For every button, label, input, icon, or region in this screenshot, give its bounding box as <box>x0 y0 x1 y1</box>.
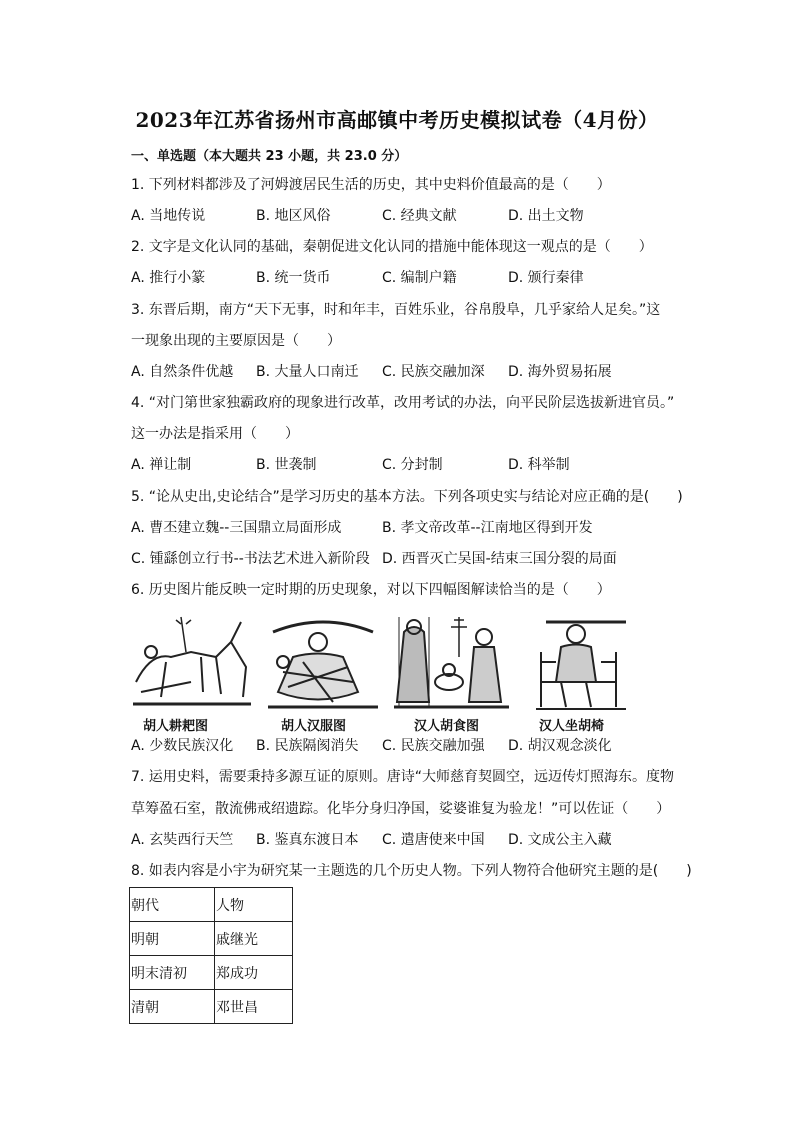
table-row <box>130 990 293 1024</box>
han-hu-chair-image <box>536 622 626 709</box>
question-3-text-line1: 3. 东晋后期，南方“天下无事，时和年丰，百姓乐业，谷帛殷阜，几乎家给人足矣。”这 <box>131 302 661 318</box>
caption-han-hu-chair: 汉人坐胡椅 <box>539 719 605 734</box>
table-row <box>130 922 293 956</box>
question-1-text: 1. 下列材料都涉及了河姆渡居民生活的历史，其中史料价值最高的是（ ） <box>131 177 611 193</box>
question-7-text-line1: 7. 运用史料，需要秉持多源互证的原则。唐诗“大师慈育契圆空，远迈传灯照海东。度物 <box>131 769 675 785</box>
table-row <box>130 956 293 990</box>
q6-option-c: C. 民族交融加强 <box>382 738 485 754</box>
woodcut-illustrations <box>131 612 661 712</box>
table-header-person: 人物 <box>215 888 293 922</box>
q7-option-d: D. 文成公主入藏 <box>508 832 612 848</box>
table-cell: 戚继光 <box>215 922 293 956</box>
q3-option-a: A. 自然条件优越 <box>131 364 234 380</box>
q1-option-b: B. 地区风俗 <box>256 208 331 224</box>
q7-option-a: A. 玄奘西行天竺 <box>131 832 234 848</box>
question-6-text: 6. 历史图片能反映一定时期的历史现象，对以下四幅图解读恰当的是（ ） <box>131 582 611 598</box>
q7-option-b: B. 鉴真东渡日本 <box>256 832 359 848</box>
hu-plowing-image <box>131 612 256 712</box>
section-heading: 一、单选题（本大题共 23 小题，共 23.0 分） <box>131 149 408 164</box>
q6-option-d: D. 胡汉观念淡化 <box>508 738 612 754</box>
q5-option-d: D. 西晋灭亡吴国-结束三国分裂的局面 <box>382 551 617 567</box>
table-cell: 邓世昌 <box>215 990 293 1024</box>
q5-option-b: B. 孝文帝改革--江南地区得到开发 <box>382 520 593 536</box>
hu-hanfu-image <box>268 622 378 707</box>
q4-option-d: D. 科举制 <box>508 457 570 473</box>
q2-option-b: B. 统一货币 <box>256 270 331 286</box>
table-row <box>130 888 293 922</box>
question-3-text-line2: 一现象出现的主要原因是（ ） <box>131 333 341 349</box>
q3-option-c: C. 民族交融加深 <box>382 364 485 380</box>
exam-title: 2023年江苏省扬州市高邮镇中考历史模拟试卷（4月份） <box>135 108 659 132</box>
q4-option-b: B. 世袭制 <box>256 457 317 473</box>
q5-option-c: C. 锺繇创立行书--书法艺术进入新阶段 <box>131 551 370 567</box>
q7-option-c: C. 遣唐使来中国 <box>382 832 485 848</box>
caption-hu-plowing: 胡人耕耙图 <box>143 719 209 734</box>
table-cell: 清朝 <box>130 990 215 1024</box>
q2-option-d: D. 颁行秦律 <box>508 270 584 286</box>
caption-hu-hanfu: 胡人汉服图 <box>281 719 347 734</box>
q6-option-a: A. 少数民族汉化 <box>131 738 234 754</box>
q5-option-a: A. 曹丕建立魏--三国鼎立局面形成 <box>131 520 342 536</box>
caption-han-hu-food: 汉人胡食图 <box>414 719 480 734</box>
q1-option-d: D. 出土文物 <box>508 208 584 224</box>
q6-option-b: B. 民族隔阂消失 <box>256 738 359 754</box>
q3-option-b: B. 大量人口南迁 <box>256 364 359 380</box>
question-2-text: 2. 文字是文化认同的基础，秦朝促进文化认同的措施中能体现这一观点的是（ ） <box>131 239 653 255</box>
historical-pictures <box>131 612 661 734</box>
table-cell: 明朝 <box>130 922 215 956</box>
question-8-text: 8. 如表内容是小宇为研究某一主题选的几个历史人物。下列人物符合他研究主题的是( ) <box>131 863 692 879</box>
q4-option-c: C. 分封制 <box>382 457 443 473</box>
question-7-text-line2: 草筹盈石室，散流佛戒绍遗踪。化毕分身归净国，娑婆谁复为验龙！”可以佐证（ ） <box>131 801 671 817</box>
han-hu-food-image <box>394 617 509 707</box>
q4-option-a: A. 禅让制 <box>131 457 192 473</box>
question-4-text-line1: 4. “对门第世家独霸政府的现象进行改革，改用考试的办法，向平民阶层选拔新进官员。” <box>131 395 675 411</box>
question-5-text: 5. “论从史出,史论结合”是学习历史的基本方法。下列各项史实与结论对应正确的是( ) <box>131 489 683 505</box>
q3-option-d: D. 海外贸易拓展 <box>508 364 612 380</box>
table-cell: 郑成功 <box>215 956 293 990</box>
table-header-dynasty: 朝代 <box>130 888 215 922</box>
question-4-text-line2: 这一办法是指采用（ ） <box>131 426 299 442</box>
q1-option-c: C. 经典文献 <box>382 208 457 224</box>
q2-option-a: A. 推行小篆 <box>131 270 206 286</box>
q1-option-a: A. 当地传说 <box>131 208 206 224</box>
table-cell: 明末清初 <box>130 956 215 990</box>
people-table <box>129 887 293 1024</box>
q2-option-c: C. 编制户籍 <box>382 270 457 286</box>
